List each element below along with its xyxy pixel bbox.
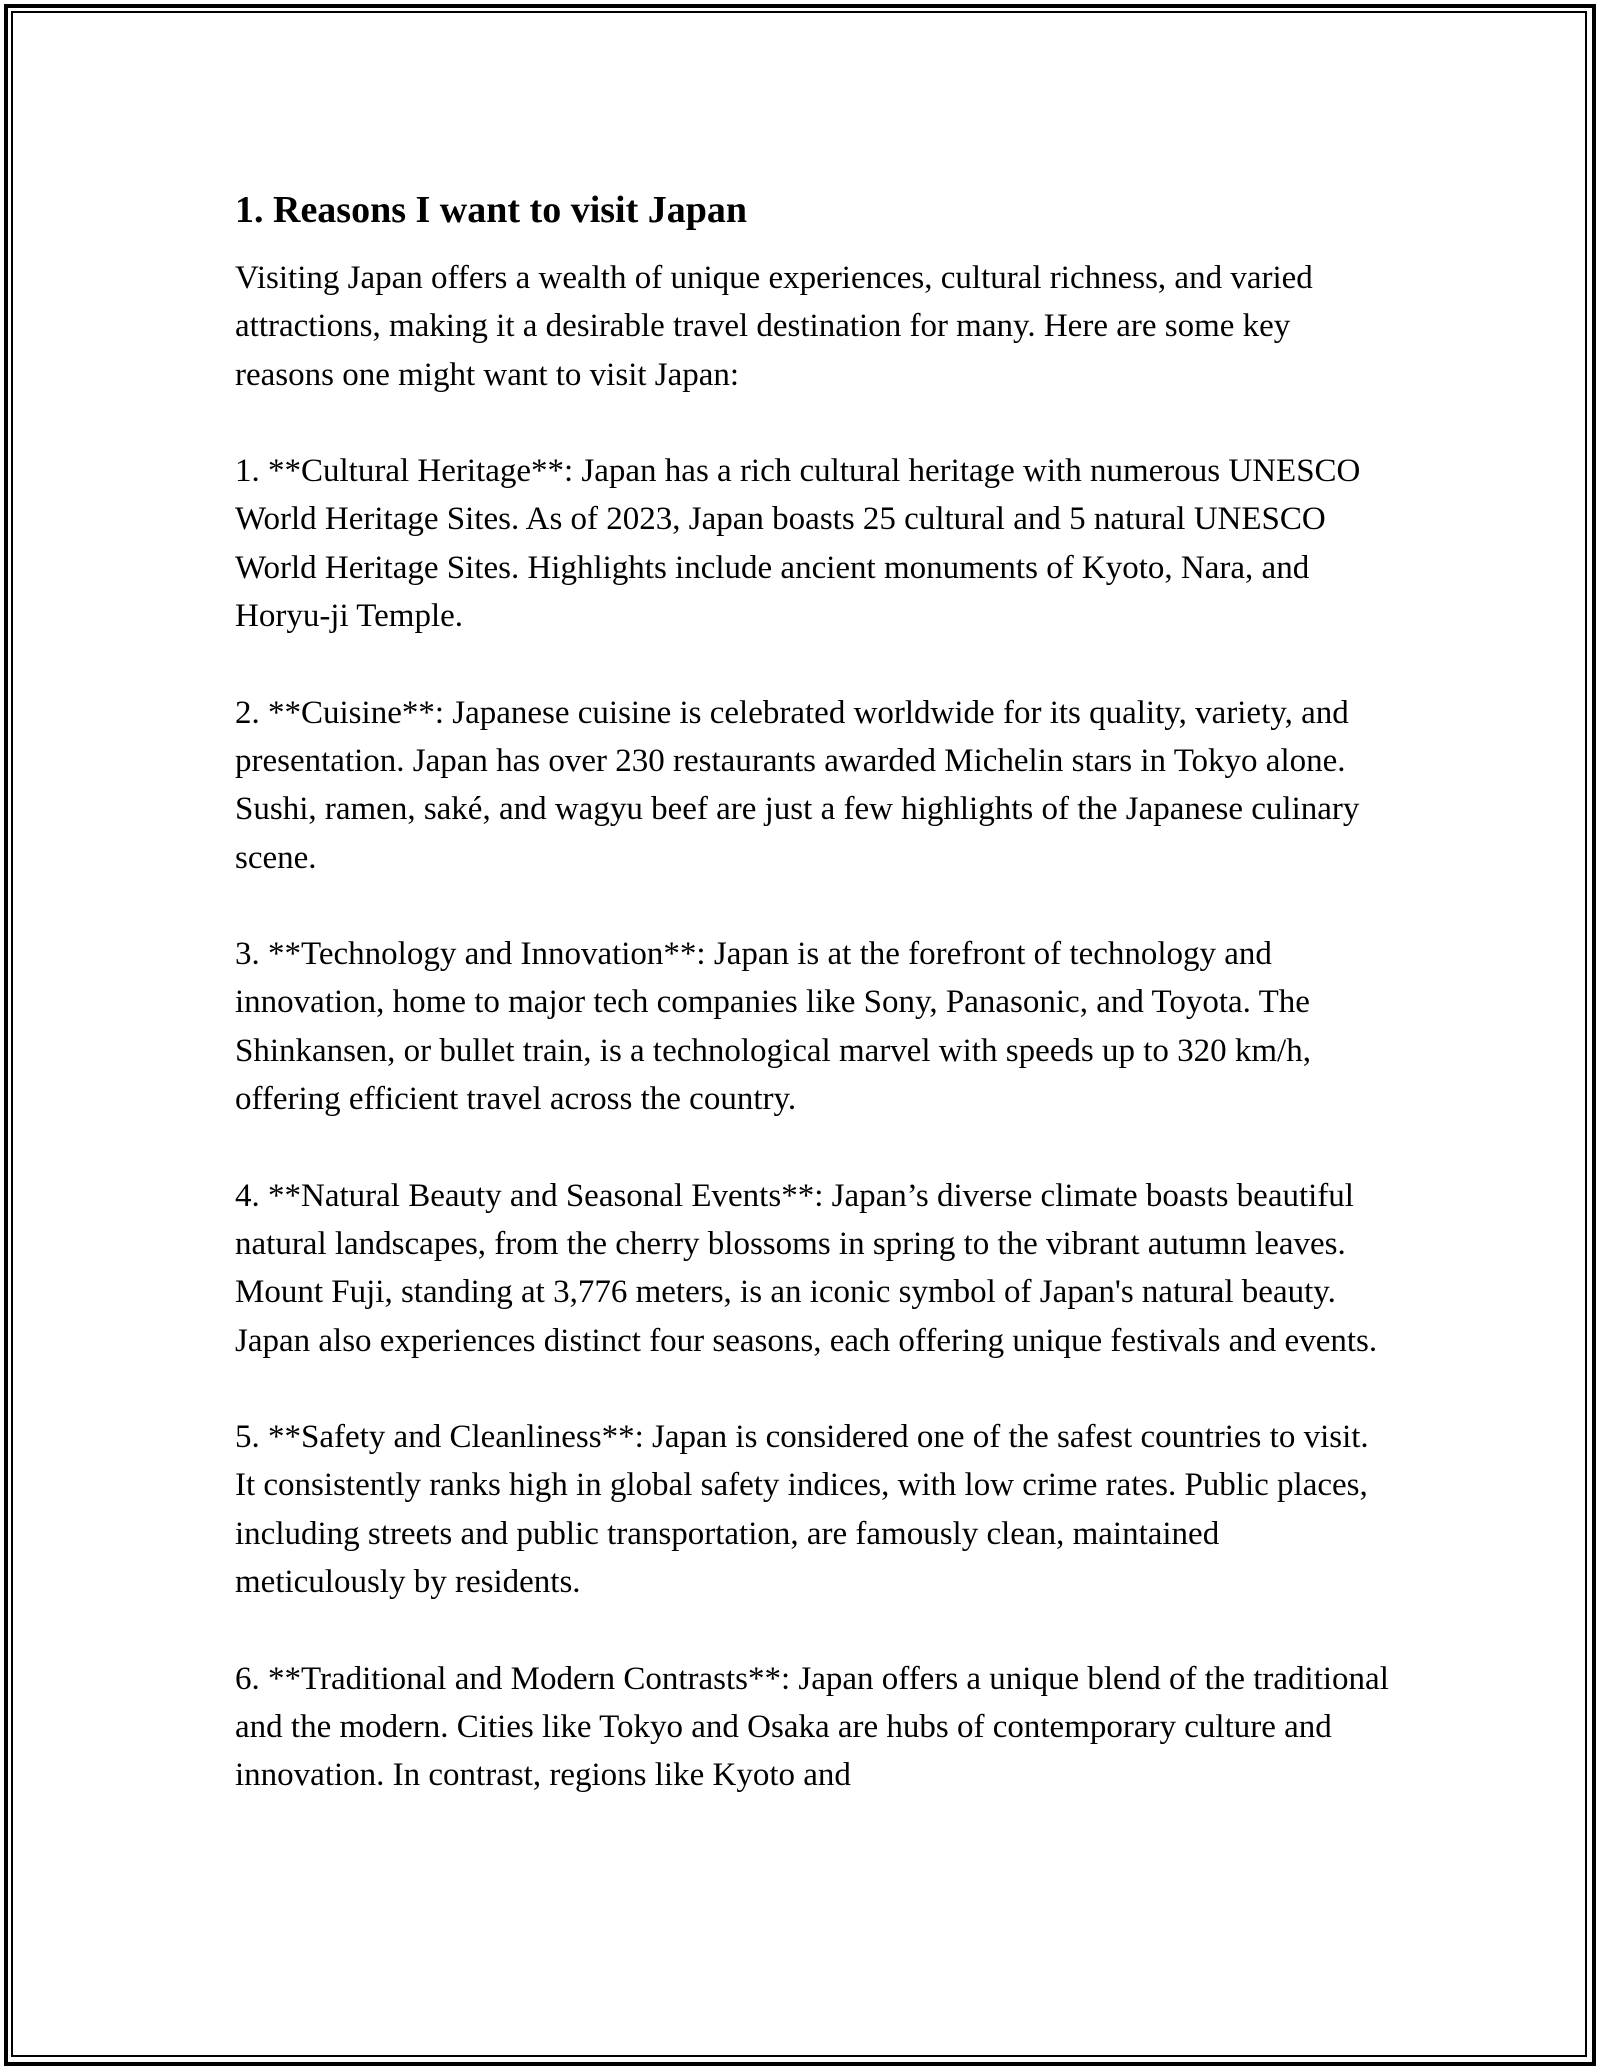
reason-cuisine: 2. **Cuisine**: Japanese cuisine is celebrated worldwide for its quality, variety, and presentation. Japan has over 230 restaurants awarded Michelin stars in Tokyo alone. Sushi, ramen, saké, and wagyu beef are just a few highlights of the Japanese culinary scene. (235, 694, 1360, 876)
reason-traditional-modern: 6. **Traditional and Modern Contrasts**: Japan offers a unique blend of the traditional and the modern. Cities like Tokyo and Osaka are hubs of contemporary culture and innovation. In contrast, regions like Kyoto and (235, 1660, 1389, 1794)
intro-paragraph: Visiting Japan offers a wealth of unique experiences, cultural richness, and varied attractions, making it a desirable travel destination for many. Here are some key reasons one might want to visit Japan: (235, 260, 1313, 393)
document-body (235, 186, 1395, 1848)
reason-technology-innovation: 3. **Technology and Innovation**: Japan is at the forefront of technology and innovation, home to major tech companies like Sony, Panasonic, and Toyota. The Shinkansen, or bullet train, is a technological marvel with speeds up to 320 km/h, offering efficient travel across the country. (235, 936, 1311, 1118)
reason-cultural-heritage: 1. **Cultural Heritage**: Japan has a rich cultural heritage with numerous UNESCO World Heritage Sites. As of 2023, Japan boasts 25 cultural and 5 natural UNESCO World Heritage Sites. Highlights include ancient monuments of Kyoto, Nara, and Horyu-ji Temple. (235, 453, 1361, 635)
document-title: 1. Reasons I want to visit Japan (235, 189, 748, 231)
reason-safety-cleanliness: 5. **Safety and Cleanliness**: Japan is considered one of the safest countries to visit. It consistently ranks high in global safety indices, with low crime rates. Public places, including streets and public transportation, are famously clean, maintained meticulously by residents. (235, 1419, 1369, 1601)
reason-natural-beauty: 4. **Natural Beauty and Seasonal Events**: Japan’s diverse climate boasts beautiful natural landscapes, from the cherry blossoms in spring to the vibrant autumn leaves. Mount Fuji, standing at 3,776 meters, is an iconic symbol of Japan's natural beauty. Japan also experiences distinct four seasons, each offering unique festivals and events. (235, 1177, 1378, 1359)
